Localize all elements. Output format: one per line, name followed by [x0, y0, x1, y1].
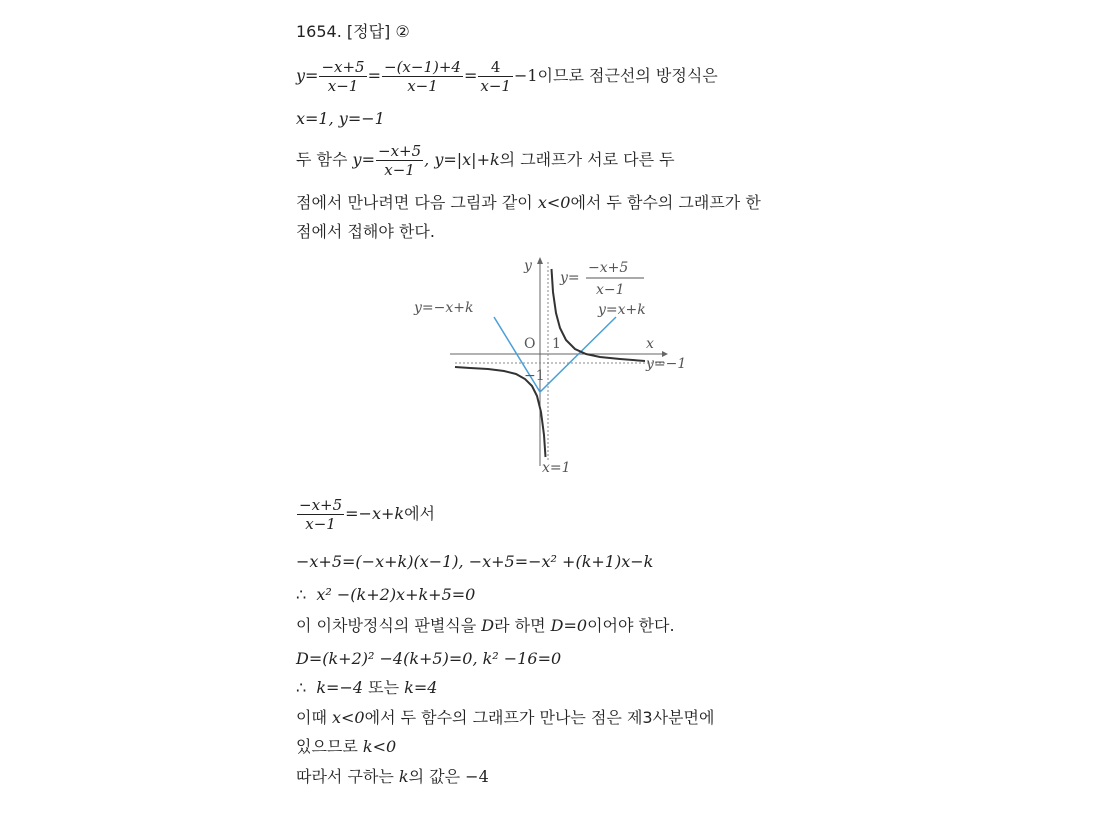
line4-math: x<0 — [537, 193, 571, 212]
work-line-1 — [296, 494, 435, 534]
problem-header — [296, 22, 410, 42]
origin-label: O — [524, 336, 536, 352]
line3-pre: 두 함수 — [296, 150, 353, 169]
line3-mid: , y=|x|+k — [424, 150, 500, 169]
fraction-work-1 — [297, 496, 344, 533]
work-line-3 — [296, 585, 475, 605]
work-7-a: 이때 — [296, 708, 332, 727]
fraction-line3-den: x−1 — [384, 161, 415, 179]
fraction-work-1-den: x−1 — [305, 515, 336, 533]
horizontal-asymptote-label: y=−1 — [646, 356, 687, 372]
work-4-eq: D=0 — [550, 616, 588, 635]
work-line-6 — [296, 678, 437, 698]
equals-b: = — [463, 66, 478, 85]
work-line-4 — [296, 616, 675, 636]
line-left-label: y=−x+k — [414, 300, 474, 316]
fraction-line3 — [376, 142, 423, 179]
or-word: 또는 — [363, 678, 405, 697]
line3-post: 의 그래프가 서로 다른 두 — [499, 150, 675, 169]
work-4-c: 이어야 한다. — [587, 616, 675, 635]
curve-label-lhs: y= — [560, 270, 580, 286]
asymptote-equations: x=1, y=−1 — [296, 109, 385, 128]
quadratic-equation: x² −(k+2)x+k+5=0 — [316, 585, 476, 604]
intro-sentence — [296, 140, 675, 180]
condition-sentence — [296, 193, 761, 213]
fraction-1-den: x−1 — [327, 77, 359, 95]
eq1-tail-text: 이므로 점근선의 방정식은 — [537, 66, 718, 85]
therefore-symbol-1: ∴ — [296, 585, 307, 604]
work-4-b: 라 하면 — [494, 616, 551, 635]
work-8-a: 있으므로 — [296, 737, 363, 756]
work-9-k: k — [398, 767, 409, 786]
tangent-sentence: 점에서 접해야 한다. — [296, 222, 435, 241]
final-answer-value: −4 — [465, 767, 489, 786]
fraction-1-num: −x+5 — [321, 58, 365, 76]
answer-label: [정답] — [346, 22, 391, 41]
tick-one-label: 1 — [552, 336, 561, 352]
fraction-2-num: −(x−1)+4 — [384, 58, 461, 76]
work-9-a: 따라서 구하는 — [296, 767, 399, 786]
curve-label-num: −x+5 — [588, 260, 629, 276]
y-axis-label: y — [524, 258, 532, 274]
fraction-3-num: 4 — [478, 58, 513, 77]
therefore-symbol-2: ∴ — [296, 678, 307, 697]
work-1-text: 에서 — [404, 504, 435, 523]
line-right-label: y=x+k — [598, 302, 646, 318]
eq1-tail-math: −1 — [513, 66, 538, 85]
answer-mark: ② — [395, 22, 410, 41]
line4-b: 에서 두 함수의 그래프가 한 — [570, 193, 761, 212]
line3-y-eq: y= — [352, 150, 375, 169]
fraction-3 — [478, 58, 513, 95]
curve-label-den: x−1 — [596, 282, 625, 298]
fraction-2 — [382, 58, 463, 95]
work-4-d: D — [481, 616, 495, 635]
work-7-b: 에서 두 함수의 그래프가 만나는 점은 제3사분면에 — [364, 708, 715, 727]
vertical-asymptote-label: x=1 — [542, 460, 571, 476]
work-1-rest: =−x+k — [345, 504, 405, 523]
x-axis-label: x — [646, 336, 654, 352]
work-8-math: k<0 — [362, 737, 397, 756]
equation-rewrite — [296, 56, 718, 96]
work-line-7 — [296, 708, 714, 728]
function-graph — [400, 252, 720, 484]
work-line-2: −x+5=(−x+k)(x−1), −x+5=−x² +(k+1)x−k — [296, 552, 654, 571]
tick-neg-one-label: −1 — [524, 368, 545, 384]
work-line-8 — [296, 737, 396, 757]
fraction-line3-num: −x+5 — [378, 142, 422, 160]
fraction-2-den: x−1 — [407, 77, 438, 95]
work-9-b: 의 값은 — [408, 767, 466, 786]
fraction-1 — [319, 58, 366, 95]
work-4-a: 이 이차방정식의 판별식을 — [296, 616, 482, 635]
work-line-5: D=(k+2)² −4(k+5)=0, k² −16=0 — [296, 649, 562, 668]
line4-a: 점에서 만나려면 다음 그림과 같이 — [296, 193, 538, 212]
work-7-math: x<0 — [332, 708, 365, 727]
k-value-a: k=−4 — [316, 678, 364, 697]
fraction-work-1-num: −x+5 — [299, 496, 343, 514]
k-value-b: k=4 — [404, 678, 438, 697]
equals-a: = — [367, 66, 381, 85]
problem-number: 1654. — [296, 22, 342, 41]
final-answer-line — [296, 767, 489, 787]
y-axis-arrow — [537, 257, 543, 264]
eq1-lhs: y= — [296, 66, 319, 85]
fraction-3-den: x−1 — [480, 77, 511, 95]
